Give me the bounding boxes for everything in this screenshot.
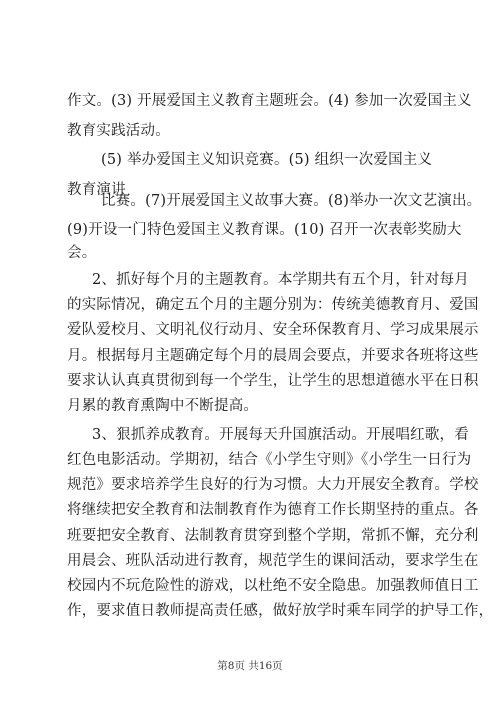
text-line: 将继续把安全教育和法制教育作为德育工作长期坚持的重点。各: [67, 502, 479, 518]
text-line: 班要把安全教育、法制教育贯穿到整个学期，常抓不懈，充分利: [67, 528, 479, 544]
text-line: 月。根据每月主题确定每个月的晨周会要点，并要求各班将这些: [67, 348, 479, 364]
text-line: 红色电影活动。学期初，结合《小学生守则》《小学生一日行为: [67, 452, 472, 468]
text-line: 3、狠抓养成教育。开展每天升国旗活动。开展唱红歌，看: [92, 427, 469, 443]
text-line: 作，要求值日教师提高责任感，做好放学时乘车同学的护导工作，: [67, 603, 494, 619]
text-line: 用晨会、班队活动进行教育，规范学生的课间活动，要求学生在: [67, 553, 479, 569]
text-line: (5) 举办爱国主义知识竞赛。(5) 组织一次爱国主义: [101, 152, 433, 168]
text-line: (9)开设一门特色爱国主义教育课。(10) 召开一次表彰奖励大: [67, 222, 462, 238]
page-number-footer: 第8页 共16页: [217, 660, 283, 672]
text-line: 规范》要求培养学生良好的行为习惯。大力开展安全教育。学校: [67, 477, 479, 493]
text-line: 教育实践活动。: [67, 123, 170, 139]
text-line: 月累的教育熏陶中不断提高。: [67, 398, 259, 414]
text-line: 的实际情况，确定五个月的主题分别为：传统美德教育月、爱国: [67, 297, 479, 313]
text-line: 2、抓好每个月的主题教育。本学期共有五个月，针对每月: [92, 272, 469, 288]
text-line: 教育演讲: [67, 182, 126, 198]
text-line: 要求认认真真贯彻到每一个学生，让学生的思想道德水平在日积: [67, 373, 479, 389]
text-line: 会。: [67, 245, 97, 261]
text-line: 校园内不玩危险性的游戏，以杜绝不安全隐患。加强教师值日工: [67, 578, 479, 594]
text-line: 爱队爱校月、文明礼仪行动月、安全环保教育月、学习成果展示: [67, 322, 479, 338]
text-line: 比赛。(7)开展爱国主义故事大赛。(8)举办一次文艺演出。: [101, 193, 482, 209]
text-line: 作文。(3) 开展爱国主义教育主题班会。(4) 参加一次爱国主义: [67, 93, 472, 109]
